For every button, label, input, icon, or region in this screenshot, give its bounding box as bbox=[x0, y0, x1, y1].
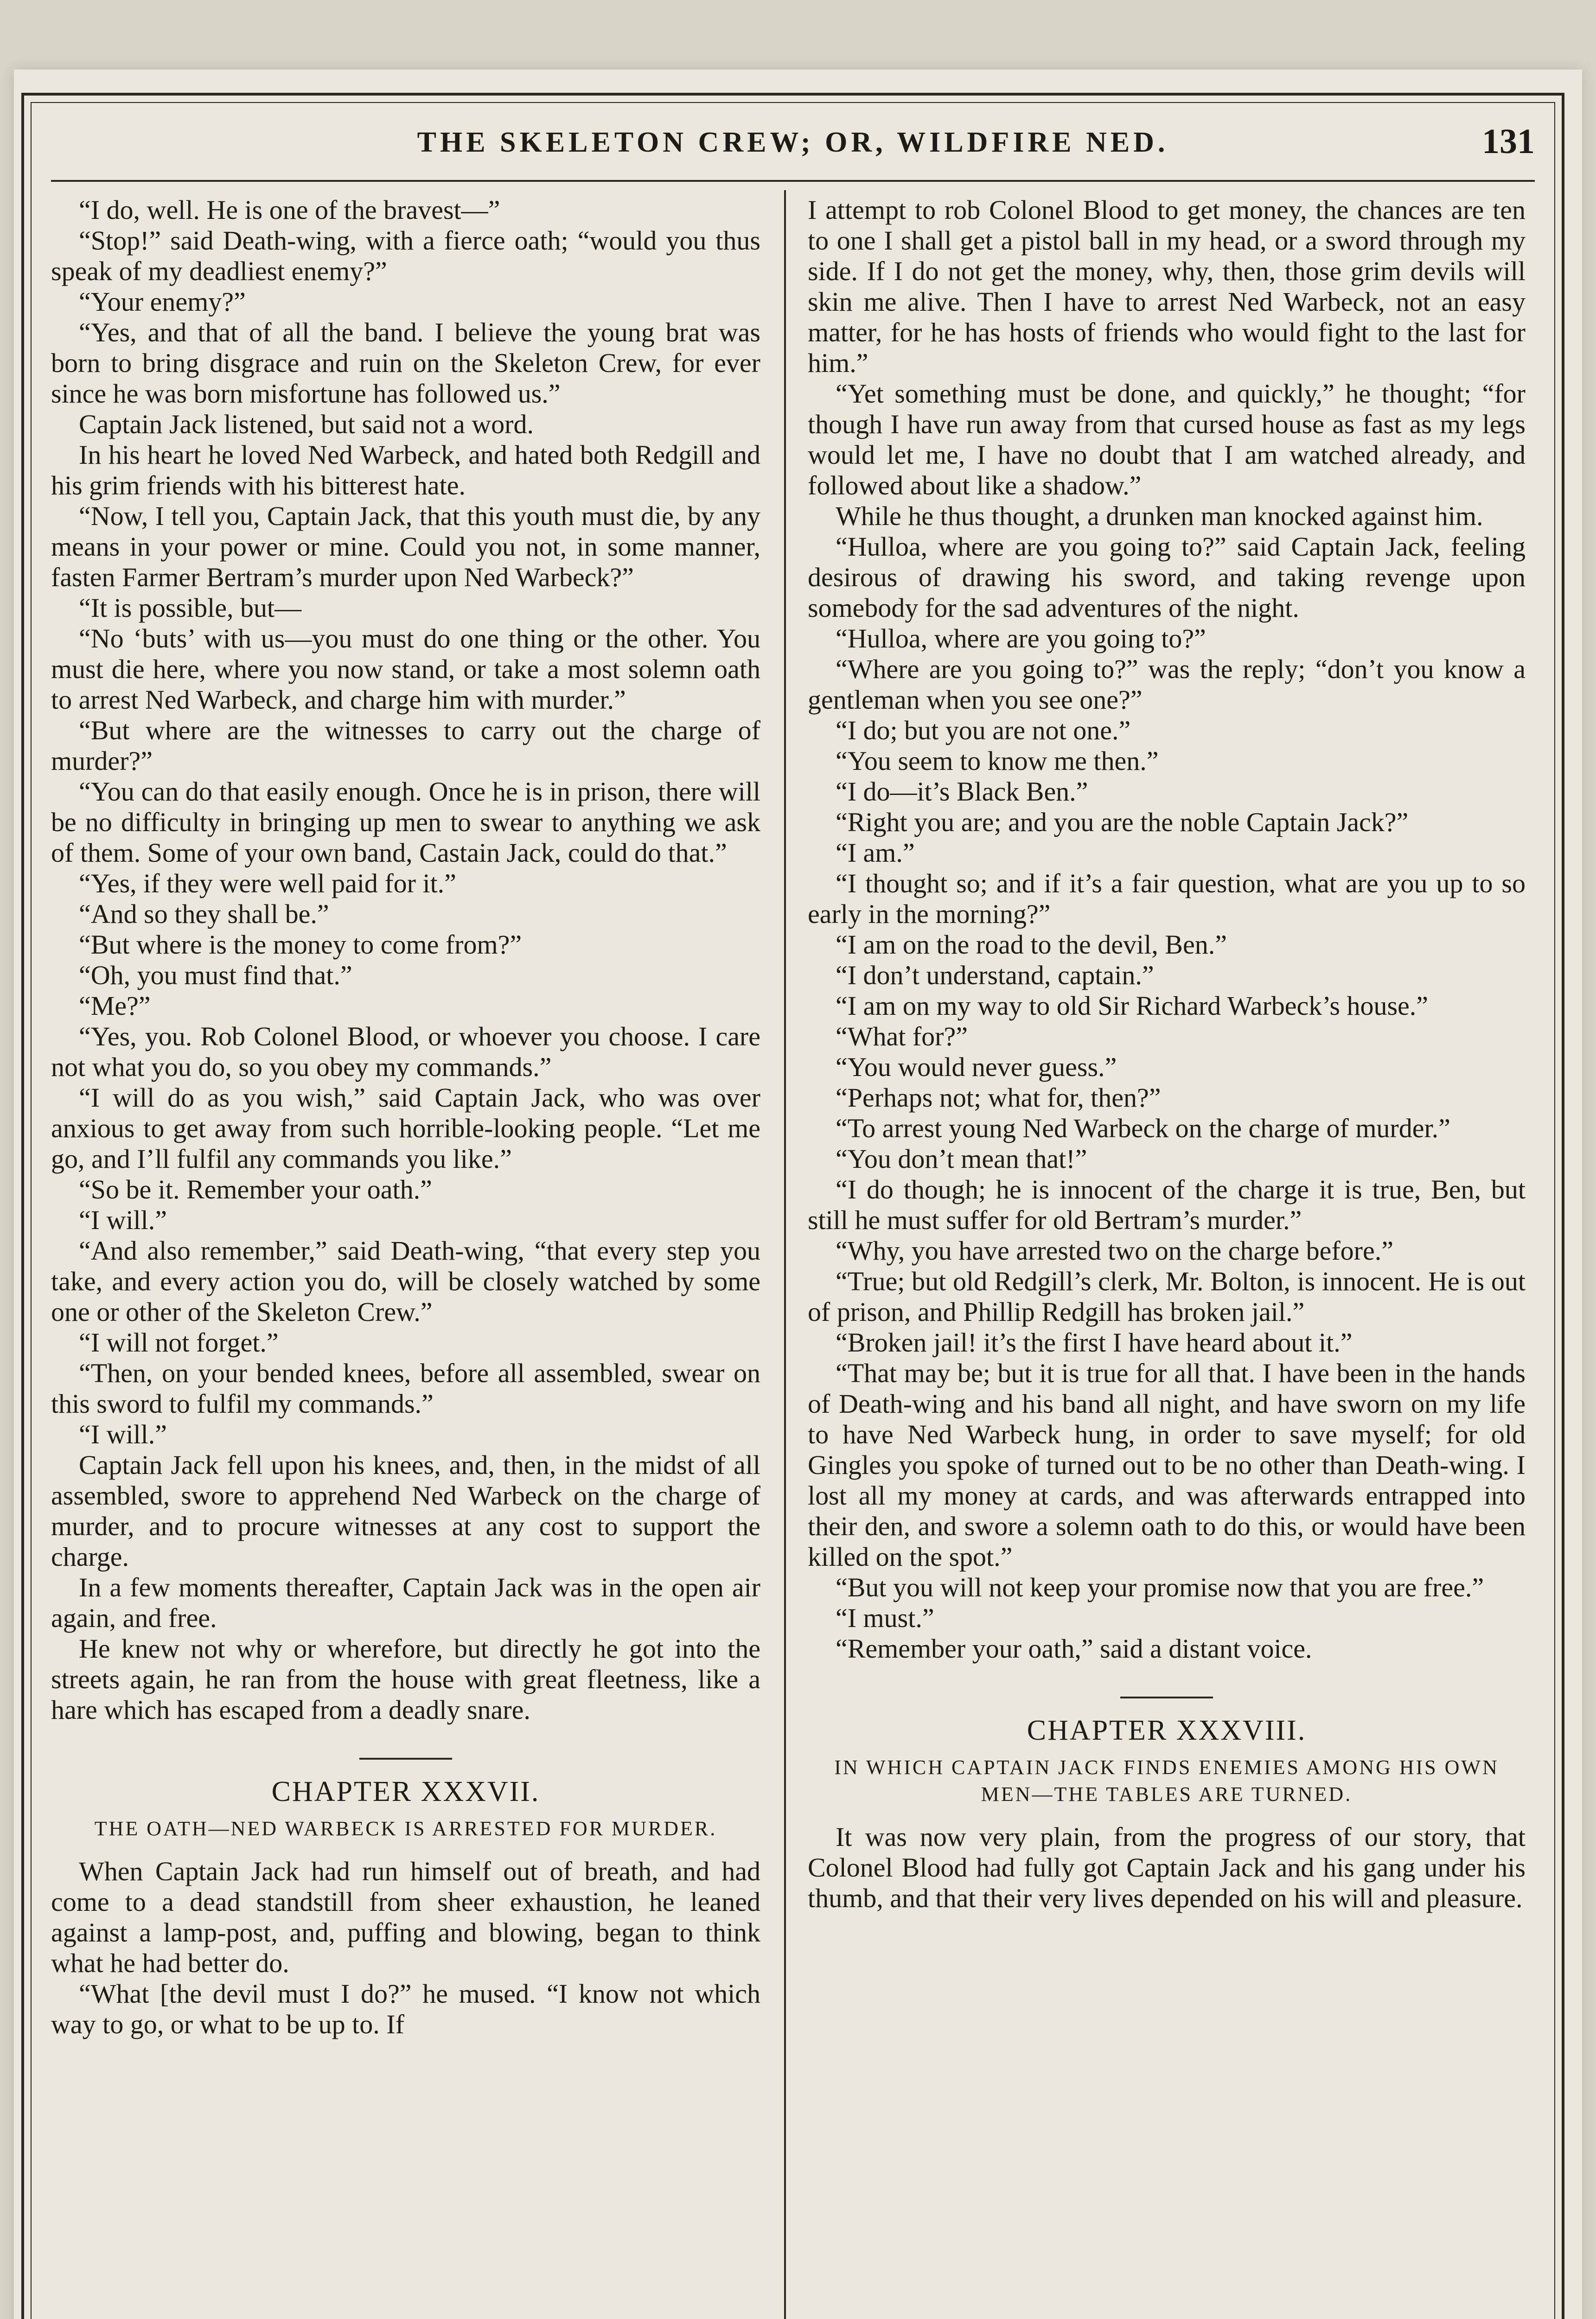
paragraph: “I will.” bbox=[79, 1419, 167, 1449]
paragraph: “Yet something must be done, and quickly,” he thought; “for though I have run away from that cursed house as fast as my legs would let me, I have no doubt that I am watched already, and followed about like a shadow.” bbox=[808, 378, 1526, 500]
chapter-37-title: CHAPTER XXXVII. bbox=[271, 1776, 540, 1807]
chapter-break-rule bbox=[359, 1758, 452, 1760]
paragraph: “Yes, if they were well paid for it.” bbox=[79, 868, 456, 898]
paragraph: “I must.” bbox=[836, 1603, 934, 1633]
chapter-38-title: CHAPTER XXXVIII. bbox=[1027, 1715, 1307, 1746]
paragraph: “Me?” bbox=[79, 991, 151, 1021]
paragraph: “Now, I tell you, Captain Jack, that this youth must die, by any means in your power or mine. Could you not, in some manner, fasten Farmer Bertram’s murder upon Ned Warbeck?” bbox=[51, 501, 760, 592]
paragraph: “Oh, you must find that.” bbox=[79, 960, 352, 990]
left-column-text bbox=[51, 195, 760, 1725]
paragraph: “Stop!” said Death-wing, with a fierce oath; “would you thus speak of my deadliest enemy?” bbox=[51, 225, 760, 286]
paragraph: “But you will not keep your promise now that you are free.” bbox=[836, 1572, 1484, 1602]
running-title: THE SKELETON CREW; OR, WILDFIRE NED. bbox=[417, 127, 1169, 158]
paragraph: “I am on my way to old Sir Richard Warbeck’s house.” bbox=[836, 991, 1429, 1021]
paragraph: “I will.” bbox=[79, 1205, 167, 1235]
paragraph: “Why, you have arrested two on the charge before.” bbox=[836, 1236, 1393, 1266]
paragraph: “I am on the road to the devil, Ben.” bbox=[836, 929, 1227, 960]
paragraph: I attempt to rob Colonel Blood to get money, the chances are ten to one I shall get a pistol ball in my head, or a sword through my side. If I do not get the money, why, then, those grim devils will skin me alive. Then I have to arrest Ned Warbeck, not an easy matter, for he has hosts of friends who would fight to the last for him.” bbox=[808, 195, 1526, 378]
paragraph: “Yes, you. Rob Colonel Blood, or whoever you choose. I care not what you do, so you obey my commands.” bbox=[51, 1021, 760, 1082]
paragraph: “I do; but you are not one.” bbox=[836, 715, 1131, 745]
paragraph: “You seem to know me then.” bbox=[836, 746, 1159, 776]
paragraph: “You can do that easily enough. Once he is in prison, there will be no difficulty in bringing up men to swear to anything we ask of them. Some of your own band, Castain Jack, could do that.” bbox=[51, 776, 760, 868]
paragraph: “But where are the witnesses to carry out the charge of murder?” bbox=[51, 715, 760, 776]
paragraph: “I do though; he is innocent of the charge it is true, Ben, but still he must suffer for old Bertram’s murder.” bbox=[808, 1174, 1526, 1235]
chapter-37-subtitle: THE OATH—NED WARBECK IS ARRESTED FOR MURDER. bbox=[94, 1817, 717, 1840]
paragraph: Captain Jack listened, but said not a word. bbox=[79, 409, 534, 439]
paragraph: “What [the devil must I do?” he mused. “I know not which way to go, or what to be up to. If bbox=[51, 1979, 760, 2039]
paragraph: “Your enemy?” bbox=[79, 287, 246, 317]
paragraph: “Then, on your bended knees, before all assembled, swear on this sword to fulfil my commands.” bbox=[51, 1358, 760, 1419]
paragraph: When Captain Jack had run himself out of breath, and had come to a dead standstill from sheer exhaustion, he leaned against a lamp-post, and, puffing and blowing, began to think what he had better do. bbox=[51, 1856, 760, 1978]
paragraph: “That may be; but it is true for all that. I have been in the hands of Death-wing and his band all night, and have sworn on my life to have Ned Warbeck hung, in order to save myself; for old Gingles you spoke of turned out to be no other than Death-wing. I lost all my money at cards, and was afterwards entrapped into their den, and swore a solemn oath to do this, or would have been killed on the spot.” bbox=[808, 1358, 1526, 1572]
paragraph: “I will not forget.” bbox=[79, 1327, 279, 1358]
chapter-38-text bbox=[808, 1822, 1526, 1914]
left-column bbox=[51, 195, 760, 2040]
paragraph: “I will do as you wish,” said Captain Jack, who was over anxious to get away from such horrible-looking people. “Let me go, and I’ll fulfil any commands you like.” bbox=[51, 1083, 760, 1174]
right-column bbox=[808, 195, 1526, 1914]
right-column-text bbox=[808, 195, 1526, 1664]
paragraph: Captain Jack fell upon his knees, and, then, in the midst of all assembled, swore to apprehend Ned Warbeck on the charge of murder, and to procure witnesses at any cost to support the charge. bbox=[51, 1450, 760, 1572]
paragraph: “I thought so; and if it’s a fair question, what are you up to so early in the morning?” bbox=[808, 868, 1526, 929]
paragraph: “It is possible, but— bbox=[79, 593, 302, 623]
paragraph: He knew not why or wherefore, but directly he got into the streets again, he ran from the house with great fleetness, like a hare which has escaped from a deadly snare. bbox=[51, 1634, 760, 1725]
paragraph: “Yes, and that of all the band. I believe the young brat was born to bring disgrace and ruin on the Skeleton Crew, for ever since he was born misfortune has followed us.” bbox=[51, 317, 760, 409]
paragraph: “True; but old Redgill’s clerk, Mr. Bolton, is innocent. He is out of prison, and Phillip Redgill has broken jail.” bbox=[808, 1266, 1526, 1327]
paragraph: In his heart he loved Ned Warbeck, and hated both Redgill and his grim friends with his bitterest hate. bbox=[51, 440, 760, 500]
book-page bbox=[14, 70, 1582, 2319]
paragraph: “I do, well. He is one of the bravest—” bbox=[79, 195, 500, 225]
paragraph: “You don’t mean that!” bbox=[836, 1144, 1087, 1174]
paragraph: “Remember your oath,” said a distant voice. bbox=[836, 1634, 1312, 1664]
chapter-38-subtitle: IN WHICH CAPTAIN JACK FINDS ENEMIES AMONG HIS OWN MEN—THE TABLES ARE TURNED. bbox=[834, 1756, 1499, 1806]
column-divider bbox=[784, 190, 786, 2319]
page-number: 131 bbox=[1482, 122, 1535, 161]
header-rule bbox=[51, 180, 1535, 182]
paragraph: “You would never guess.” bbox=[836, 1052, 1117, 1082]
paragraph: “I am.” bbox=[836, 838, 915, 868]
paragraph: In a few moments thereafter, Captain Jack was in the open air again, and free. bbox=[51, 1572, 760, 1633]
paragraph: “Right you are; and you are the noble Captain Jack?” bbox=[836, 807, 1409, 837]
paragraph: “But where is the money to come from?” bbox=[79, 929, 522, 960]
paragraph: “No ‘buts’ with us—you must do one thing or the other. You must die here, where you now stand, or take a most solemn oath to arrest Ned Warbeck, and charge him with murder.” bbox=[51, 623, 760, 715]
paragraph: It was now very plain, from the progress of our story, that Colonel Blood had fully got Captain Jack and his gang under his thumb, and that their very lives depended on his will and pleasure. bbox=[808, 1822, 1526, 1913]
paragraph: “To arrest young Ned Warbeck on the charge of murder.” bbox=[836, 1113, 1450, 1143]
paragraph: “And also remember,” said Death-wing, “that every step you take, and every action you do, will be closely watched by some one or other of the Skeleton Crew.” bbox=[51, 1236, 760, 1327]
paragraph: “So be it. Remember your oath.” bbox=[79, 1174, 432, 1204]
page-header bbox=[51, 116, 1535, 172]
paragraph: “Where are you going to?” was the reply; “don’t you know a gentleman when you see one?” bbox=[808, 654, 1526, 715]
paragraph: “I don’t understand, captain.” bbox=[836, 960, 1154, 990]
chapter-break-rule bbox=[1120, 1697, 1213, 1698]
paragraph: “Broken jail! it’s the first I have heard about it.” bbox=[836, 1327, 1353, 1358]
paragraph: “Perhaps not; what for, then?” bbox=[836, 1083, 1161, 1113]
paragraph: “Hulloa, where are you going to?” bbox=[836, 623, 1206, 653]
chapter-37-text bbox=[51, 1856, 760, 2040]
paragraph: “I do—it’s Black Ben.” bbox=[836, 776, 1088, 807]
paragraph: While he thus thought, a drunken man knocked against him. bbox=[836, 501, 1483, 531]
paragraph: “What for?” bbox=[836, 1021, 968, 1051]
paragraph: “Hulloa, where are you going to?” said Captain Jack, feeling desirous of drawing his sword, and taking revenge upon somebody for the sad adventures of the night. bbox=[808, 532, 1526, 623]
paragraph: “And so they shall be.” bbox=[79, 899, 329, 929]
